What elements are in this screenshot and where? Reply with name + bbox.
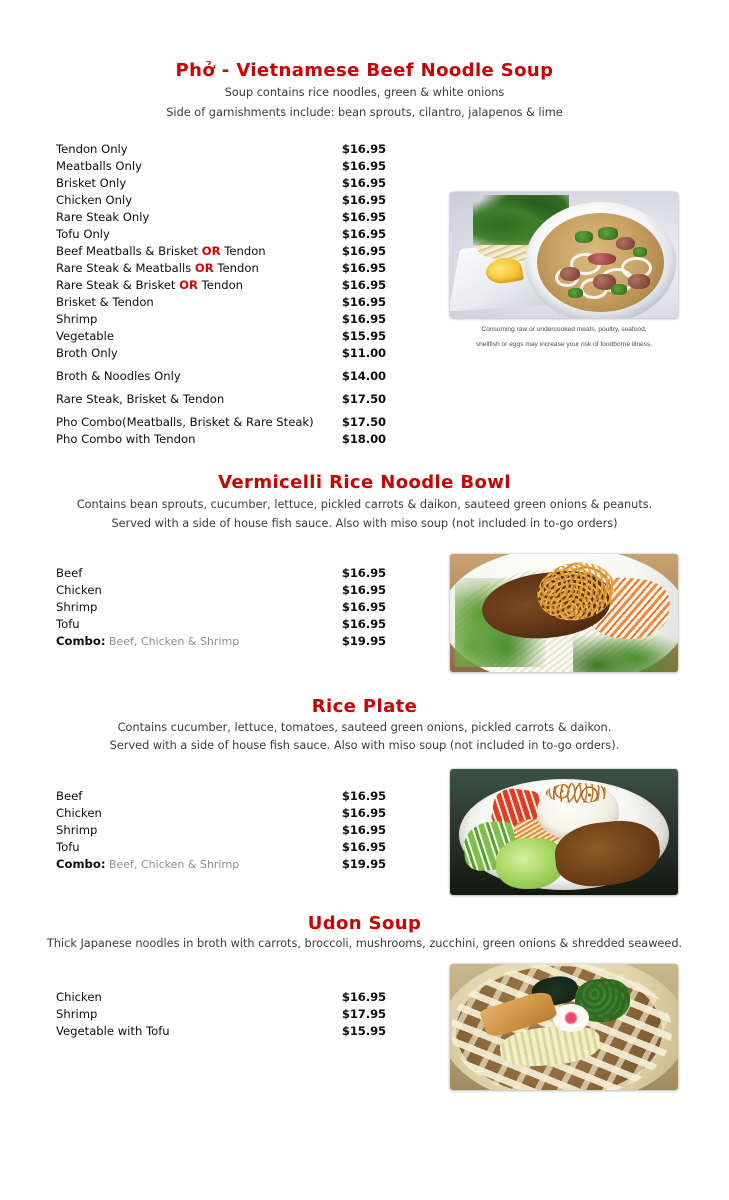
menu-item-price: $16.95: [341, 823, 386, 837]
section-desc-rice-plate-line2: Served with a side of house fish sauce. Also with miso soup (not included in to-go orders).: [109, 739, 620, 752]
menu-item-price: $16.95: [341, 278, 386, 292]
menu-item-name: [56, 142, 128, 156]
menu-item-label: Rare Steak & Meatballs: [56, 261, 195, 275]
menu-item-name: [56, 369, 181, 383]
menu-item-label: Chicken: [56, 806, 102, 820]
menu-item-price: $16.95: [341, 142, 386, 156]
section-desc-pho-line1: Soup contains rice noodles, green & white onions: [224, 86, 505, 99]
menu-item-name: [56, 840, 80, 854]
menu-item-name: [56, 244, 266, 258]
menu-item-name: [56, 990, 102, 1004]
menu-item-label: Beef: [56, 789, 83, 803]
menu-item-label: Brisket Only: [56, 176, 127, 190]
menu-item-label: Chicken Only: [56, 193, 133, 207]
menu-item-name: [56, 1007, 97, 1021]
pho-toppings: [537, 213, 663, 312]
menu-item-name: [56, 634, 239, 648]
menu-item-price: $16.95: [341, 806, 386, 820]
menu-item-price: $17.50: [341, 415, 386, 429]
menu-item-price: $16.95: [341, 789, 386, 803]
menu-item-name: [56, 857, 239, 871]
menu-item-name: [56, 392, 224, 406]
menu-item-or-separator: OR: [194, 261, 214, 275]
menu-item-price: $16.95: [341, 617, 386, 631]
menu-item-label-suffix: Tendon: [220, 244, 266, 258]
menu-item-name: [56, 823, 97, 837]
menu-item-price: $16.95: [341, 210, 386, 224]
menu-item-label: Combo:: [56, 634, 106, 648]
menu-item-label: Pho Combo(Meatballs, Brisket & Rare Steak): [56, 415, 314, 429]
menu-item-price: $16.95: [341, 261, 386, 275]
menu-item-price: $16.95: [341, 227, 386, 241]
menu-item-price: $18.00: [341, 432, 386, 446]
menu-item-name: [56, 566, 82, 580]
menu-item-label: Rare Steak Only: [56, 210, 150, 224]
menu-item-subtext: Beef, Chicken & Shrimp: [105, 858, 240, 871]
pho-bowl-photo: [450, 192, 678, 318]
menu-item-label: Chicken: [56, 583, 102, 597]
menu-item-label: Vegetable with Tofu: [56, 1024, 170, 1038]
menu-item-name: [56, 806, 102, 820]
menu-item-name: [56, 312, 97, 326]
menu-item-name: [56, 1024, 170, 1038]
menu-item-price: $16.95: [341, 244, 386, 258]
menu-item-price: $16.95: [341, 840, 386, 854]
menu-item-name: [56, 789, 82, 803]
menu-item-price: $16.95: [341, 990, 386, 1004]
menu-item-label: Shrimp: [56, 600, 98, 614]
menu-item-label: Brisket & Tendon: [56, 295, 154, 309]
menu-item-price: $16.95: [341, 600, 386, 614]
udon-soup-photo: [450, 964, 678, 1090]
food-safety-disclaimer: [450, 322, 678, 352]
vermicelli-bowl-photo: [450, 554, 678, 672]
menu-item-label: Broth Only: [56, 346, 118, 360]
section-title-rice-plate: Rice Plate: [311, 696, 418, 717]
menu-item-name: [56, 193, 132, 207]
menu-item-label: Pho Combo with Tendon: [56, 432, 196, 446]
menu-item-label: Beef: [56, 566, 83, 580]
rice-plate-lettuce: [496, 838, 564, 888]
menu-item-name: [56, 278, 243, 292]
menu-item-price: $17.50: [341, 392, 386, 406]
menu-item-label: Tendon Only: [56, 142, 128, 156]
menu-item-label: Tofu: [56, 840, 80, 854]
menu-item-label: Tofu Only: [56, 227, 110, 241]
menu-item-price: $19.95: [341, 857, 386, 871]
menu-item-name: [56, 261, 259, 275]
pho-broth: [537, 213, 663, 312]
menu-item-label-suffix: Tendon: [197, 278, 244, 292]
section-desc-vermicelli-line2: Served with a side of house fish sauce. Also with miso soup (not included in to-go orders): [111, 517, 618, 530]
menu-item-price: $16.95: [341, 295, 386, 309]
menu-item-name: [56, 583, 102, 597]
menu-item-name: [56, 176, 126, 190]
menu-item-label: Shrimp: [56, 1007, 98, 1021]
menu-item-name: [56, 329, 114, 343]
section-title-vermicelli: Vermicelli Rice Noodle Bowl: [218, 472, 511, 493]
menu-item-name: [56, 617, 80, 631]
menu-item-price: $16.95: [341, 176, 386, 190]
section-desc-vermicelli-line1: Contains bean sprouts, cucumber, lettuce, pickled carrots & daikon, sauteed green onions & peanuts.: [76, 498, 653, 511]
menu-item-price: $16.95: [341, 159, 386, 173]
section-title-udon: Udon Soup: [307, 913, 422, 934]
menu-item-price: $16.95: [341, 566, 386, 580]
menu-item-price: $15.95: [341, 1024, 386, 1038]
menu-item-or-separator: OR: [201, 244, 221, 258]
disclaimer-line-1: Consuming raw or undercooked meats, poultry, seafood,: [481, 326, 647, 333]
menu-item-label: Beef Meatballs & Brisket: [56, 244, 202, 258]
menu-item-label: Rare Steak & Brisket: [56, 278, 180, 292]
menu-item-label-suffix: Tendon: [213, 261, 259, 275]
menu-item-name: [56, 227, 110, 241]
menu-item-name: [56, 415, 314, 429]
disclaimer-line-2: shellfish or eggs may increase your risk of foodborne illness.: [475, 341, 653, 348]
menu-item-name: [56, 295, 154, 309]
rice-plate-photo: [450, 769, 678, 895]
menu-item-price: $19.95: [341, 634, 386, 648]
menu-item-name: [56, 210, 149, 224]
section-title-pho: Phở - Vietnamese Beef Noodle Soup: [175, 60, 554, 81]
menu-item-price: $16.95: [341, 583, 386, 597]
menu-item-label: Shrimp: [56, 312, 98, 326]
menu-item-price: $15.95: [341, 329, 386, 343]
menu-item-name: [56, 159, 142, 173]
menu-item-name: [56, 346, 118, 360]
menu-item-price: $16.95: [341, 193, 386, 207]
section-desc-pho-line2: Side of garnishments include: bean sprouts, cilantro, jalapenos & lime: [166, 106, 563, 119]
section-desc-rice-plate-line1: Contains cucumber, lettuce, tomatoes, sauteed green onions, pickled carrots & daikon.: [117, 721, 612, 734]
menu-item-label: Chicken: [56, 990, 102, 1004]
menu-item-or-separator: OR: [179, 278, 198, 292]
udon-fishcake: [553, 1004, 589, 1032]
rice-plate-rice-topping: [546, 783, 610, 803]
menu-item-label: Meatballs Only: [56, 159, 142, 173]
menu-item-price: $17.95: [341, 1007, 386, 1021]
menu-item-label: Vegetable: [56, 329, 115, 343]
menu-item-label: Broth & Noodles Only: [56, 369, 181, 383]
menu-item-name: [56, 432, 195, 446]
menu-item-label: Combo:: [56, 857, 106, 871]
menu-item-price: $11.00: [341, 346, 386, 360]
menu-item-price: $16.95: [341, 312, 386, 326]
menu-item-price: $14.00: [341, 369, 386, 383]
menu-item-label: Rare Steak, Brisket & Tendon: [56, 392, 225, 406]
menu-item-name: [56, 600, 97, 614]
pho-bowl-shape: [525, 202, 675, 318]
menu-item-label: Tofu: [56, 617, 80, 631]
section-desc-udon-line1: Thick Japanese noodles in broth with carrots, broccoli, mushrooms, zucchini, green onions & shredded seaweed.: [46, 937, 683, 950]
menu-item-subtext: Beef, Chicken & Shrimp: [105, 635, 240, 648]
menu-item-label: Shrimp: [56, 823, 98, 837]
